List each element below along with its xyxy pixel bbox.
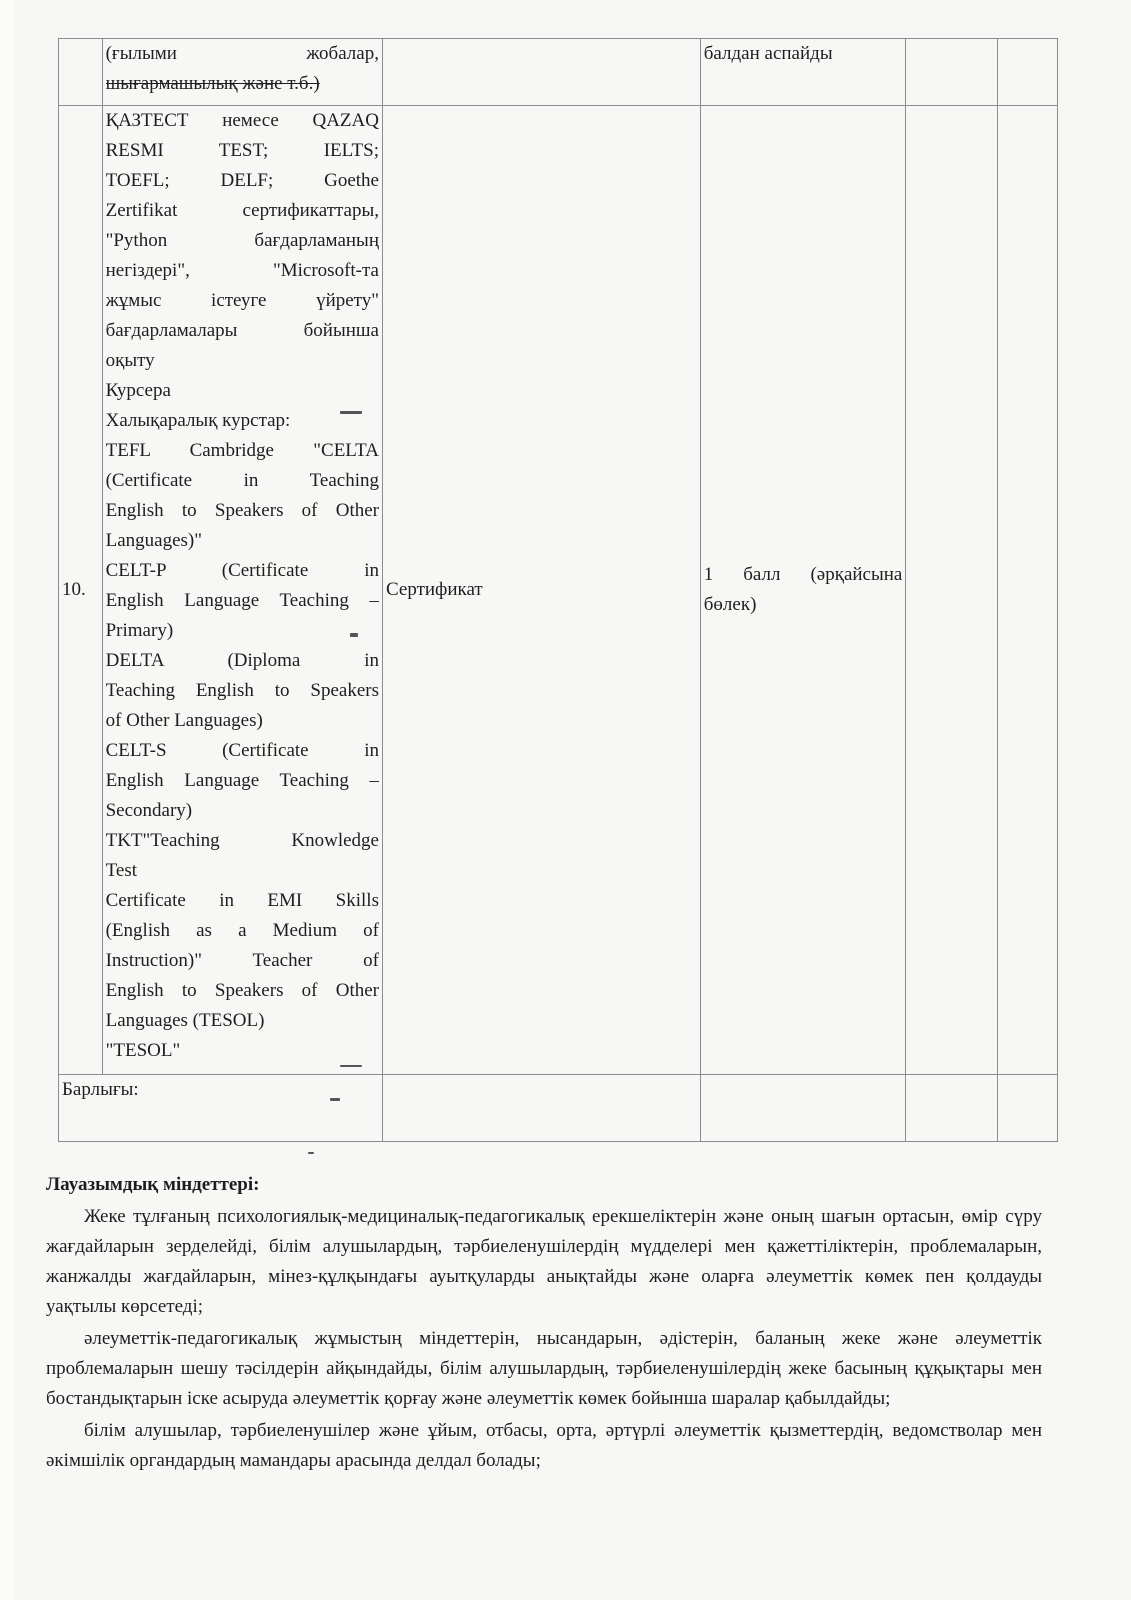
criterion-line: CELT-P (Certificate in (105, 560, 379, 581)
score-text: балдан аспайды (703, 43, 833, 64)
criterion-line: of Other Languages) (105, 710, 263, 731)
duties-section (46, 1170, 1042, 1476)
scan-edge (0, 0, 14, 1600)
criterion-line: TEFL Cambridge "CELTA (105, 440, 379, 461)
criterion-line: ҚАЗТЕСТ немесе QAZAQ (105, 110, 379, 131)
criterion-line: Languages (TESOL) (105, 1010, 265, 1031)
criterion-line: TKT"Teaching Knowledge (105, 830, 379, 851)
score-cell (700, 39, 906, 106)
score-line: бөлек) (703, 594, 757, 615)
criterion-line: оқыту (105, 350, 155, 371)
criterion-line: Instruction)" Teacher of (105, 950, 379, 971)
scan-speck (308, 1152, 314, 1154)
criterion-line: English to Speakers of Other (105, 980, 379, 1001)
empty-cell (382, 1075, 700, 1142)
criterion-line: Certificate in EMI Skills (105, 890, 379, 911)
number-cell (59, 39, 103, 106)
criterion-line: Secondary) (105, 800, 193, 821)
criterion-line: Primary) (105, 620, 174, 641)
criterion-line: Teaching English to Speakers (105, 680, 379, 701)
empty-cell (906, 1075, 997, 1142)
empty-cell (906, 106, 997, 1075)
criterion-line: Zertifikat сертификаттары, (105, 200, 379, 221)
criterion-line: (ғылыми жобалар, (105, 43, 379, 64)
criterion-line: Languages)" (105, 530, 202, 551)
empty-cell (997, 1075, 1057, 1142)
number-cell (59, 106, 103, 1075)
scan-speck (340, 1065, 362, 1067)
empty-cell (906, 39, 997, 106)
total-label-cell (59, 1075, 383, 1142)
criterion-line: DELTA (Diploma in (105, 650, 379, 671)
document-cell (382, 106, 700, 1075)
duties-paragraph: Жеке тұлғаның психологиялық-медициналық-педагогикалық ерекшеліктерін және оның шағын ортасын, өмір сүру жағдайларын зерделейді, білім алушылардың, тәрбиеленушілердің мүдделері мен қажеттіліктерін, проблемаларын, жанжалды жағдайларын, мінез-құлқындағы ауытқуларды анықтайды және оларға әлеуметтік көмек пен қолдауды уақтылы көрсетеді; (46, 1206, 1042, 1317)
criterion-line: (Certificate in Teaching (105, 470, 379, 491)
criterion-line: негіздері", "Microsoft-та (105, 260, 379, 281)
criterion-cell (102, 39, 382, 106)
document-text: Сертификат (385, 579, 483, 600)
criterion-line: Курсера (105, 380, 171, 401)
criterion-line: шығармашылық және т.б.) (105, 73, 320, 94)
empty-cell (700, 1075, 906, 1142)
criterion-line: English Language Teaching – (105, 590, 379, 611)
table-row (59, 39, 1058, 106)
criteria-table (58, 38, 1058, 1142)
criterion-line: English Language Teaching – (105, 770, 379, 791)
empty-cell (997, 39, 1057, 106)
total-label: Барлығы: (62, 1079, 139, 1100)
criterion-line: бағдарламалары бойынша (105, 320, 379, 341)
criterion-line: Test (105, 860, 137, 881)
score-cell (700, 106, 906, 1075)
table-row (59, 106, 1058, 1075)
criterion-line: English to Speakers of Other (105, 500, 379, 521)
criterion-line: RESMI TEST; IELTS; (105, 140, 379, 161)
scan-speck (340, 411, 362, 414)
empty-cell (997, 106, 1057, 1075)
criterion-line: TOEFL; DELF; Goethe (105, 170, 379, 191)
score-line: 1 балл (әрқайсына (703, 564, 903, 585)
criterion-line: CELT-S (Certificate in (105, 740, 379, 761)
duties-paragraph: әлеуметтік-педагогикалық жұмыстың міндеттерін, нысандарын, әдістерін, баланың жеке және әлеуметтік проблемаларын шешу тәсілдерін айқындайды, білім алушылардың, тәрбиеленушілердің жеке басының құқықтары мен бостандықтарын іске асыруда әлеуметтік қорғау және әлеуметтік көмек бойынша шаралар қабылдайды; (46, 1328, 1042, 1409)
scan-speck (330, 1098, 340, 1101)
criterion-line: Халықаралық курстар: (105, 410, 291, 431)
criterion-line: (English as a Medium of (105, 920, 379, 941)
criterion-line: "Python бағдарламаның (105, 230, 379, 251)
document-cell (382, 39, 700, 106)
criterion-line: жұмыс істеуге үйрету" (105, 290, 379, 311)
criterion-cell (102, 106, 382, 1075)
criterion-line: "TESOL" (105, 1040, 181, 1061)
table-row (59, 1075, 1058, 1142)
scan-speck (350, 633, 358, 637)
duties-heading: Лауазымдық міндеттері: (46, 1174, 260, 1195)
duties-paragraph: білім алушылар, тәрбиеленушілер және ұйым, отбасы, орта, әртүрлі әлеуметтік қызметтердің, ведомстволар мен әкімшілік органдардың мамандары арасында делдал болады; (46, 1420, 1042, 1471)
row-number: 10. (62, 579, 86, 600)
